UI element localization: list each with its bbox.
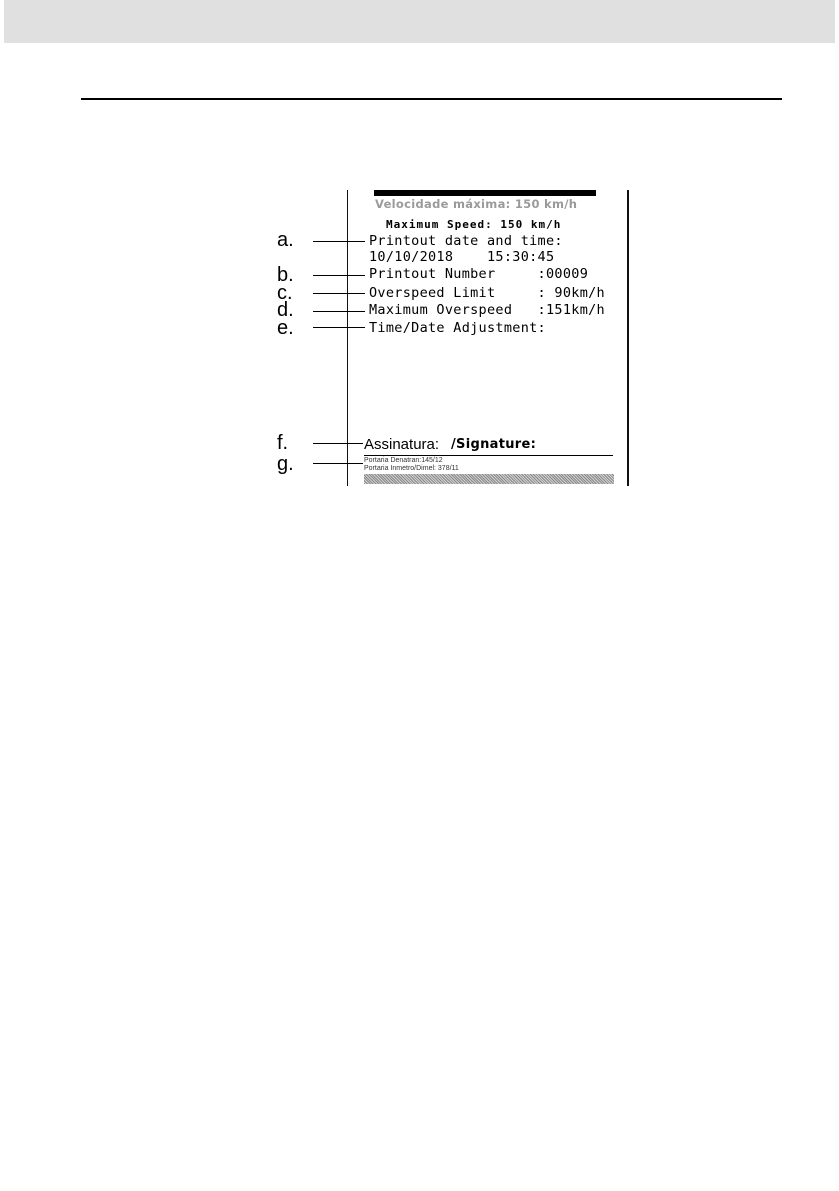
marker-d: d. [277,299,294,321]
leader-a [313,241,365,242]
marker-b: b. [277,264,294,286]
overspeed-limit: Overspeed Limit : 90km/h [369,285,605,301]
leader-e [313,327,365,328]
marker-f: f. [277,432,289,454]
leader-f [313,443,363,444]
leader-g [313,463,363,464]
marker-g: g. [277,453,294,475]
leader-b [313,275,365,276]
signature-suffix: /Signature: [451,437,537,452]
signature-label: Assinatura: [364,436,440,453]
footer-line-1: Portaria Denatran:145/12 [364,457,443,464]
signature-line [364,455,613,456]
printout-date-label: Printout date and time: [369,233,563,249]
printout-date-value: 10/10/2018 15:30:45 [369,249,555,265]
printout-figure [0,0,839,500]
paper-right-edge [627,190,629,486]
leader-d [313,311,365,312]
max-speed-header: Maximum Speed: 150 km/h [386,218,562,231]
faded-header: Velocidade máxima: 150 km/h [375,197,578,211]
hatched-strip [364,474,614,484]
marker-a: a. [277,229,294,251]
footer-line-2: Portaria Inmetro/Dimel: 378/11 [364,465,459,472]
marker-e: e. [277,317,294,339]
marker-c: c. [277,282,293,304]
printout-top-bar [374,190,596,196]
maximum-overspeed: Maximum Overspeed :151km/h [369,302,605,318]
leader-c [313,293,365,294]
time-date-adjustment: Time/Date Adjustment: [369,320,546,336]
paper-left-edge [347,190,348,486]
printout-number: Printout Number :00009 [369,266,589,282]
